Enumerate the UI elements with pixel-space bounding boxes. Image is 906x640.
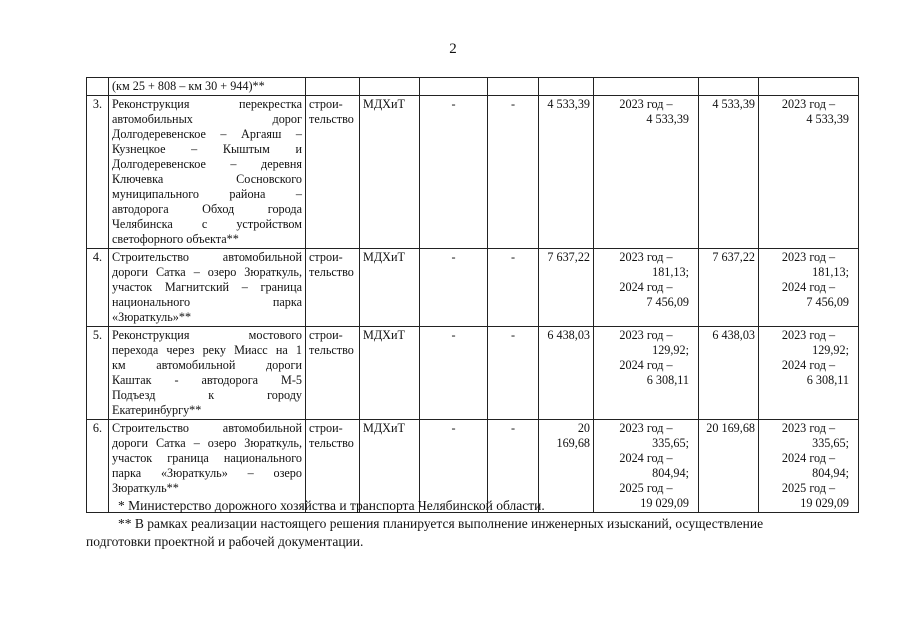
cell-name <box>109 249 306 327</box>
cell-amount2: 7 637,22 <box>699 249 759 327</box>
cell-years2 <box>759 78 859 96</box>
footnote-ministry: * Министерство дорожного хозяйства и транспорта Челябинской области. <box>118 498 545 513</box>
cell-name <box>109 327 306 420</box>
cell-years2 <box>759 249 859 327</box>
years-line: 2023 год – <box>781 250 836 264</box>
cell-amount1: 20 169,68 <box>539 420 594 513</box>
name-line: национального парка <box>112 295 302 309</box>
cell-num: 5. <box>87 327 109 420</box>
years-line: 2024 год – <box>619 358 673 372</box>
years-line: 4 533,39 <box>806 112 849 126</box>
years-line: 2023 год – <box>781 97 836 111</box>
years-line: 6 308,11 <box>646 373 689 387</box>
cell-org <box>360 78 420 96</box>
years-line: 335,65; <box>652 436 689 450</box>
cell-org: МДХиТ <box>360 327 420 420</box>
cell-dash1 <box>420 78 488 96</box>
cell-dash1: - <box>420 420 488 513</box>
table-row <box>87 249 859 327</box>
years-line: 2023 год – <box>619 328 673 342</box>
cell-dash2: - <box>488 327 539 420</box>
name-line: Реконструкция перекрестка <box>112 97 302 111</box>
name-line: Строительство автомобильной <box>112 421 302 435</box>
name-line: Долгодеревенское – деревня <box>112 157 302 171</box>
years-line: 129,92; <box>812 343 849 357</box>
name-line: Долгодеревенское – Аргаяш – <box>112 127 302 141</box>
years-line: 2025 год – <box>781 481 836 495</box>
years-line: 804,94; <box>652 466 689 480</box>
cell-years2 <box>759 96 859 249</box>
cell-dash1: - <box>420 249 488 327</box>
type-line: тельство <box>309 436 354 450</box>
cell-dash2: - <box>488 249 539 327</box>
cell-num: 6. <box>87 420 109 513</box>
years-line: 2023 год – <box>619 421 673 435</box>
name-line: светофорного объекта** <box>112 232 239 246</box>
name-line: перехода через реку Миасс на 1 <box>112 343 302 357</box>
name-line: «Зюраткуль»** <box>112 310 192 324</box>
name-line: муниципального района – <box>112 187 302 201</box>
cell-amount2: 4 533,39 <box>699 96 759 249</box>
years-line: 2024 год – <box>781 358 836 372</box>
cell-years2 <box>759 420 859 513</box>
years-line: 6 308,11 <box>806 373 849 387</box>
cell-years1 <box>594 249 699 327</box>
cell-dash2: - <box>488 420 539 513</box>
type-line: тельство <box>309 112 354 126</box>
years-line: 129,92; <box>652 343 689 357</box>
years-line: 181,13; <box>652 265 689 279</box>
cell-org: МДХиТ <box>360 249 420 327</box>
cell-org: МДХиТ <box>360 96 420 249</box>
name-line: км автомобильной дороги <box>112 358 302 372</box>
name-line: Зюраткуль** <box>112 481 179 495</box>
cell-num: 3. <box>87 96 109 249</box>
years-line: 19 029,09 <box>640 496 689 510</box>
cell-amount2: 6 438,03 <box>699 327 759 420</box>
name-line: Ключевка Сосновского <box>112 172 302 186</box>
table-row <box>87 96 859 249</box>
years-line: 2024 год – <box>619 451 673 465</box>
years-line: 2023 год – <box>619 250 673 264</box>
years-line: 2024 год – <box>781 280 836 294</box>
table-row <box>87 327 859 420</box>
cell-amount1 <box>539 78 594 96</box>
years-line: 181,13; <box>812 265 849 279</box>
years-line: 2023 год – <box>781 328 836 342</box>
cell-dash1: - <box>420 96 488 249</box>
type-line: тельство <box>309 343 354 357</box>
cell-org: МДХиТ <box>360 420 420 513</box>
type-line: строи- <box>309 250 343 264</box>
cell-amount2 <box>699 78 759 96</box>
cell-amount1: 4 533,39 <box>539 96 594 249</box>
projects-table <box>86 77 859 513</box>
cell-dash2: - <box>488 96 539 249</box>
cell-name <box>109 96 306 249</box>
cell-years1 <box>594 327 699 420</box>
cell-type <box>306 78 360 96</box>
years-line: 4 533,39 <box>646 112 689 126</box>
name-line: автодорога Обход города <box>112 202 302 216</box>
cell-num <box>87 78 109 96</box>
name-line: Екатеринбургу** <box>112 403 202 417</box>
cell-amount2: 20 169,68 <box>699 420 759 513</box>
name-line: автомобильных дорог <box>112 112 302 126</box>
years-line: 2024 год – <box>619 280 673 294</box>
cell-amount1: 7 637,22 <box>539 249 594 327</box>
footnote-surveys-line1: ** В рамках реализации настоящего решения планируется выполнение инженерных изысканий, осуществление <box>118 516 764 531</box>
cell-name <box>109 78 306 96</box>
cell-type <box>306 96 360 249</box>
page-number: 2 <box>449 41 457 57</box>
name-line: Строительство автомобильной <box>112 250 302 264</box>
name-line: Челябинска с устройством <box>112 217 302 231</box>
name-line: дороги Сатка – озеро Зюраткуль, <box>112 265 302 279</box>
name-line: Подъезд к городу <box>112 388 302 402</box>
type-line: строи- <box>309 328 343 342</box>
cell-years2 <box>759 327 859 420</box>
name-line: дороги Сатка – озеро Зюраткуль, <box>112 436 302 450</box>
years-line: 2023 год – <box>781 421 836 435</box>
name-line: Каштак - автодорога М-5 <box>112 373 302 387</box>
years-line: 2023 год – <box>619 97 673 111</box>
type-line: строи- <box>309 421 343 435</box>
type-line: тельство <box>309 265 354 279</box>
name-line: участок граница национального <box>112 451 302 465</box>
name-line: (км 25 + 808 – км 30 + 944)** <box>112 79 265 93</box>
cell-type <box>306 249 360 327</box>
cell-years1 <box>594 420 699 513</box>
years-line: 2025 год – <box>619 481 673 495</box>
cell-years1 <box>594 96 699 249</box>
cell-dash1: - <box>420 327 488 420</box>
name-line: парка «Зюраткуль» – озеро <box>112 466 302 480</box>
cell-dash2 <box>488 78 539 96</box>
footnote-surveys-line2: подготовки проектной и рабочей документации. <box>86 534 364 549</box>
name-line: Кузнецкое – Кыштым и <box>112 142 302 156</box>
years-line: 335,65; <box>812 436 849 450</box>
name-line: участок Магнитский – граница <box>112 280 302 294</box>
years-line: 2024 год – <box>781 451 836 465</box>
cell-amount1: 6 438,03 <box>539 327 594 420</box>
years-line: 7 456,09 <box>806 295 849 309</box>
years-line: 804,94; <box>812 466 849 480</box>
years-line: 7 456,09 <box>646 295 689 309</box>
name-line: Реконструкция мостового <box>112 328 302 342</box>
type-line: строи- <box>309 97 343 111</box>
cell-years1 <box>594 78 699 96</box>
table-row-continuation <box>87 78 859 96</box>
cell-num: 4. <box>87 249 109 327</box>
years-line: 19 029,09 <box>800 496 849 510</box>
cell-type <box>306 327 360 420</box>
